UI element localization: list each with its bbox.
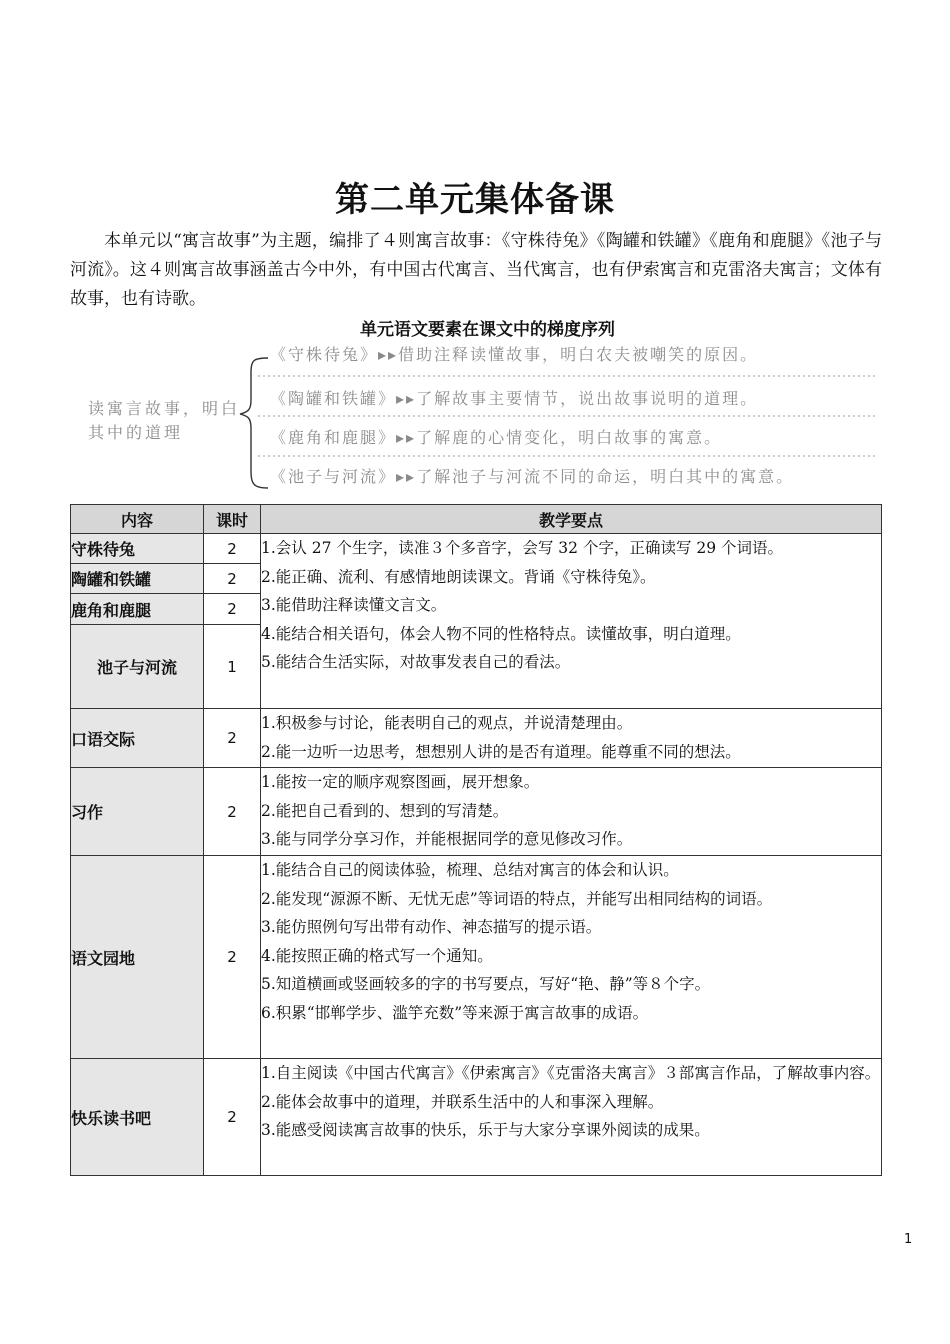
diagram-row: 《池子与河流》▸▸了解池子与河流不同的命运，明白其中的寓意。 <box>270 467 795 486</box>
intro-paragraph <box>70 227 882 314</box>
point-item: 6.积累“邯郸学步、滥竽充数”等来源于寓言故事的成语。 <box>261 1003 649 1022</box>
diagram-row: 《陶罐和铁罐》▸▸了解故事主要情节，说出故事说明的道理。 <box>270 389 759 408</box>
lesson-name: 池子与河流 <box>71 625 204 709</box>
point-item: 5.能结合生活实际，对故事发表自己的看法。 <box>261 653 571 671</box>
point-item: 1.积极参与讨论，能表明自己的观点，并说清楚理由。 <box>261 714 633 732</box>
lesson-name: 鹿角和鹿腿 <box>71 594 204 625</box>
point-item: 3.能仿照例句写出带有动作、神态描写的提示语。 <box>261 918 602 936</box>
garden-name: 语文园地 <box>71 856 204 1059</box>
intro-text: 本单元以“寓言故事”为主题，编排了４则寓言故事：《守株待兔》《陶罐和铁罐》《鹿角和鹿腿》《池子与河流》。这４则寓言故事涵盖古今中外，有中国古代寓言、当代寓言，也有伊索寓言和克雷洛夫寓言；文体有故事，也有诗歌。 <box>70 231 882 309</box>
header-points: 教学要点 <box>261 505 882 534</box>
section-subtitle: 单元语文要素在课文中的梯度序列 <box>360 320 615 340</box>
diagram-row: 《守株待兔》▸▸借助注释读懂故事，明白农夫被嘲笑的原因。 <box>270 345 759 364</box>
point-item: 2.能发现“源源不断、无忧无虑”等词语的特点，并能写出相同结构的词语。 <box>261 889 773 908</box>
diagram-label: 读寓言故事，明白其中的道理 <box>88 399 241 442</box>
point-item: 2.能正确、流利、有感情地朗读课文。背诵《守株待兔》。 <box>261 567 656 586</box>
table-row <box>71 856 882 1059</box>
header-content: 内容 <box>71 505 204 534</box>
oral-name: 口语交际 <box>71 709 204 768</box>
point-item: 1.能按一定的顺序观察图画，展开想象。 <box>261 773 540 791</box>
point-item: 3.能借助注释读懂文言文。 <box>261 596 447 614</box>
point-item: 3.能感受阅读寓言故事的快乐，乐于与大家分享课外阅读的成果。 <box>261 1121 710 1139</box>
lesson-name: 陶罐和铁罐 <box>71 564 204 594</box>
point-item: 2.能体会故事中的道理，并联系生活中的人和事深入理解。 <box>261 1092 664 1111</box>
reading-points <box>261 1059 882 1176</box>
point-item: 2.能一边听一边思考，想想别人讲的是否有道理。能尊重不同的想法。 <box>261 742 741 761</box>
reading-hours: 2 <box>204 1059 261 1176</box>
reading-name: 快乐读书吧 <box>71 1059 204 1176</box>
table-header-row <box>71 505 882 534</box>
point-item: 1.会认 27 个生字，读准３个多音字，会写 32 个字，正确读写 29 个词语。 <box>261 539 784 557</box>
garden-hours: 2 <box>204 856 261 1059</box>
point-item: 2.能把自己看到的、想到的写清楚。 <box>261 801 509 820</box>
table-row <box>71 1059 882 1176</box>
table-row <box>71 709 882 768</box>
diagram-row: 《鹿角和鹿腿》▸▸了解鹿的心情变化，明白故事的寓意。 <box>270 428 723 447</box>
writing-name: 习作 <box>71 768 204 856</box>
oral-hours: 2 <box>204 709 261 768</box>
writing-points <box>261 768 882 856</box>
point-item: 4.能按照正确的格式写一个通知。 <box>261 946 493 965</box>
garden-points <box>261 856 882 1059</box>
writing-hours: 2 <box>204 768 261 856</box>
page-title: 第二单元集体备课 <box>335 180 615 220</box>
lesson-hours: 1 <box>204 625 261 709</box>
page-number: 1 <box>904 1232 913 1247</box>
point-item: 3.能与同学分享习作，并能根据同学的意见修改习作。 <box>261 830 633 848</box>
point-item: 1.能结合自己的阅读体验，梳理、总结对寓言的体会和认识。 <box>261 861 679 879</box>
lesson-hours: 2 <box>204 594 261 625</box>
table-row <box>71 534 882 564</box>
teaching-table <box>70 504 882 1176</box>
point-item: 5.知道横画或竖画较多的字的书写要点，写好“艳、静”等８个字。 <box>261 975 711 993</box>
oral-points <box>261 709 882 768</box>
lesson-hours: 2 <box>204 564 261 594</box>
table-row <box>71 768 882 856</box>
lesson-name: 守株待兔 <box>71 534 204 564</box>
lesson-hours: 2 <box>204 534 261 564</box>
brace-shape <box>240 358 268 488</box>
gradient-diagram <box>0 340 950 500</box>
point-item: 4.能结合相关语句，体会人物不同的性格特点。读懂故事，明白道理。 <box>261 624 741 643</box>
lesson-points <box>261 534 882 709</box>
header-hours: 课时 <box>204 505 261 534</box>
point-item: 1.自主阅读《中国古代寓言》《伊索寓言》《克雷洛夫寓言》３部寓言作品，了解故事内容。 <box>261 1064 881 1082</box>
